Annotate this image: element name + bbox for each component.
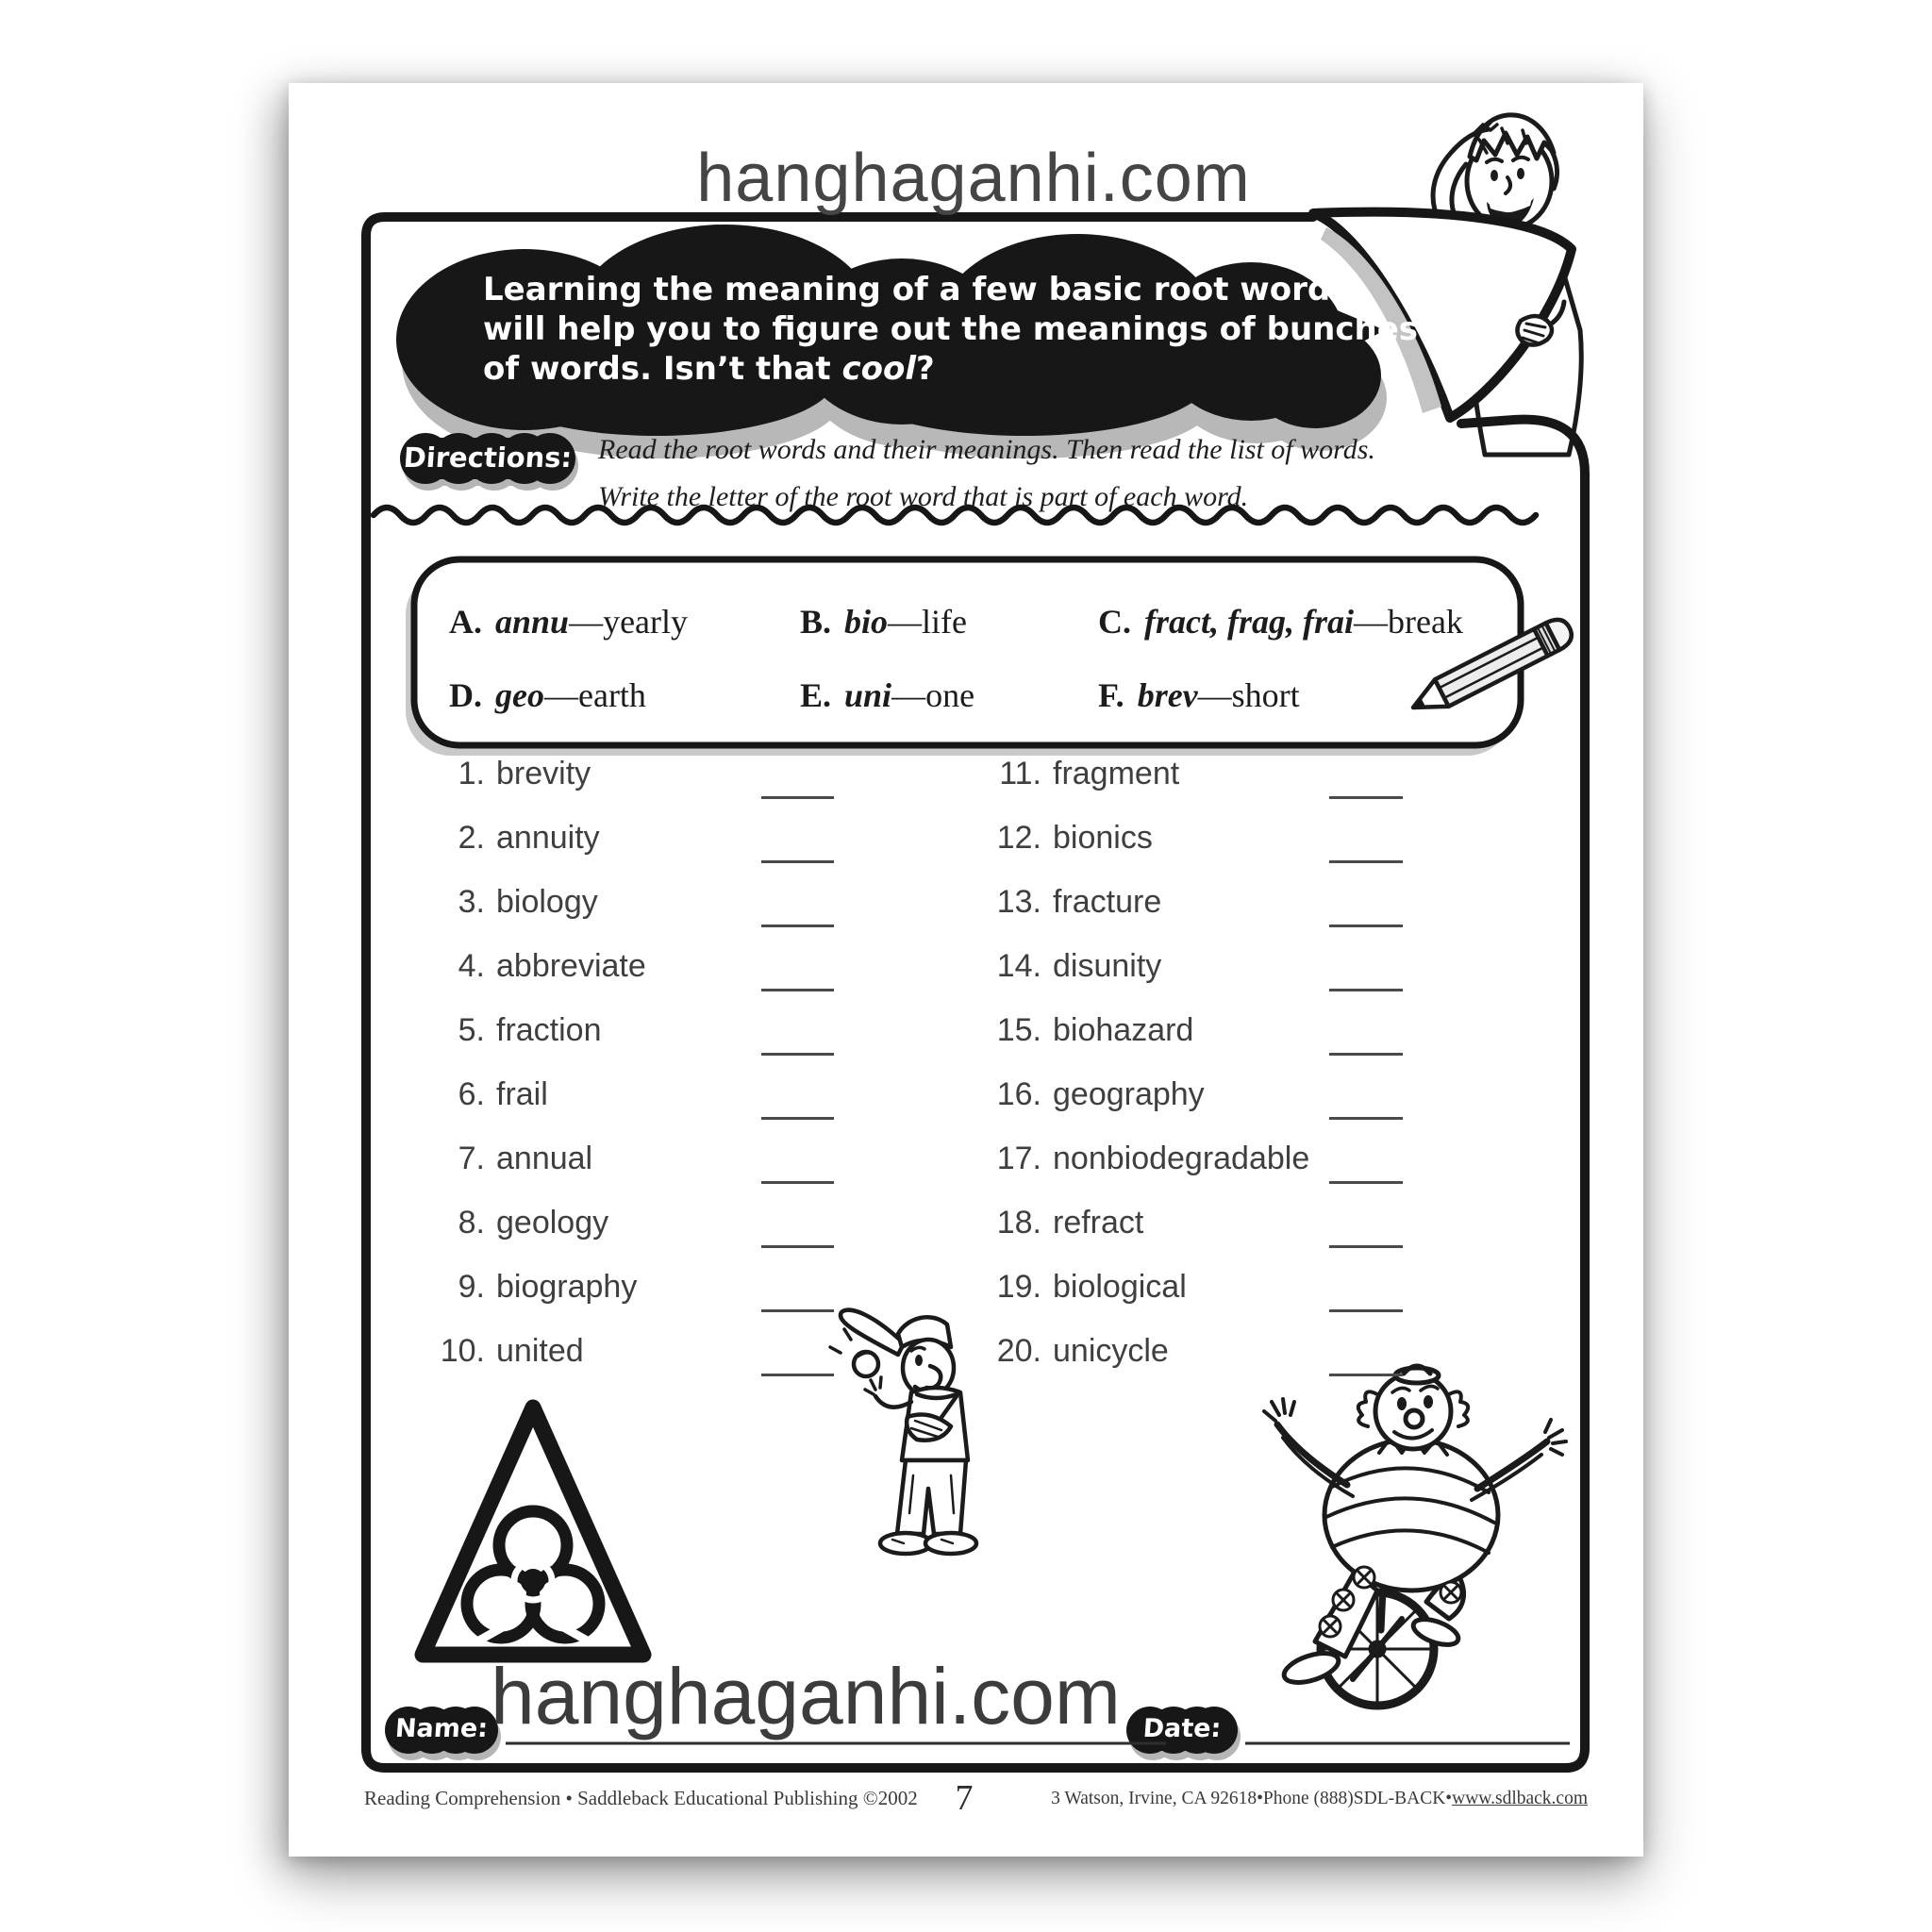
answer-blank[interactable] [761, 1374, 834, 1376]
item-number: 14. [996, 948, 1041, 984]
answer-blank[interactable] [761, 1053, 834, 1056]
item-number: 7. [458, 1141, 485, 1176]
item-word: abbreviate [496, 948, 646, 984]
item-word: geology [496, 1205, 609, 1241]
item-word: nonbiodegradable [1053, 1141, 1310, 1176]
boy-hand [1517, 316, 1552, 345]
answer-blank[interactable] [761, 989, 834, 991]
item-word: bionics [1053, 820, 1153, 856]
clown-unicycle-illustration [1264, 1366, 1566, 1706]
answer-blank[interactable] [1329, 860, 1403, 863]
list-item [972, 883, 1424, 947]
item-number: 15. [996, 1012, 1041, 1048]
answer-blank[interactable] [1329, 1181, 1403, 1184]
item-number: 6. [458, 1076, 485, 1112]
speech-bubble-line1: Learning the meaning of a few basic root words [483, 271, 1350, 308]
answer-blank[interactable] [761, 796, 834, 799]
answer-blank[interactable] [761, 1309, 834, 1312]
answer-blank[interactable] [1329, 924, 1403, 927]
list-item [426, 1140, 860, 1204]
root-entry-d: D. geo—earth [449, 676, 646, 714]
page-number: 7 [955, 1778, 974, 1818]
publisher-url-link[interactable]: www.sdlback.com [1452, 1789, 1588, 1808]
item-word: fraction [496, 1012, 602, 1048]
word-list-left [426, 755, 860, 1396]
root-entry-c: C. fract, frag, frai—break [1098, 603, 1463, 641]
item-word: refract [1053, 1205, 1144, 1241]
list-item [426, 883, 860, 947]
list-item [426, 1332, 860, 1396]
answer-blank[interactable] [1329, 1309, 1403, 1312]
item-number: 8. [458, 1205, 485, 1241]
list-item [972, 1268, 1424, 1332]
item-number: 5. [458, 1012, 485, 1048]
item-number: 2. [458, 820, 485, 856]
root-entry-e: E. uni—one [800, 676, 975, 714]
item-word: frail [496, 1076, 548, 1112]
item-word: biography [496, 1269, 638, 1305]
biohazard-icon [423, 1407, 643, 1655]
answer-blank[interactable] [1329, 1053, 1403, 1056]
item-number: 11. [999, 756, 1041, 791]
list-item [972, 1204, 1424, 1268]
footer-credit: Reading Comprehension • Saddleback Educational Publishing ©2002 [364, 1787, 918, 1809]
answer-blank[interactable] [761, 860, 834, 863]
item-word: biology [496, 884, 598, 920]
item-number: 3. [458, 884, 485, 920]
root-entry-b: B. bio—life [800, 603, 968, 641]
list-item [426, 1075, 860, 1140]
list-item [972, 755, 1424, 819]
item-word: geography [1053, 1076, 1205, 1112]
directions-label: Directions: [402, 441, 574, 474]
item-word: united [496, 1333, 584, 1369]
item-number: 1. [458, 756, 485, 791]
name-label: Name: [393, 1714, 490, 1743]
item-number: 9. [458, 1269, 485, 1305]
list-item [972, 1332, 1424, 1396]
answer-blank[interactable] [1329, 1117, 1403, 1120]
root-entry-f: F. brev—short [1098, 676, 1300, 714]
speech-bubble-line3: of words. Isn’t that cool? [483, 350, 935, 388]
list-item [972, 947, 1424, 1011]
item-number: 12. [996, 820, 1041, 856]
list-item [426, 755, 860, 819]
list-item [972, 819, 1424, 883]
answer-blank[interactable] [761, 924, 834, 927]
list-item [972, 1140, 1424, 1204]
list-item [426, 947, 860, 1011]
list-item [426, 819, 860, 883]
answer-blank[interactable] [1329, 1245, 1403, 1248]
list-item [426, 1268, 860, 1332]
worksheet-page [289, 83, 1643, 1857]
directions-line2: Write the letter of the root word that is part of each word. [598, 481, 1249, 512]
root-entry-a: A. annu—yearly [449, 603, 689, 641]
item-word: brevity [496, 756, 591, 791]
item-number: 16. [996, 1076, 1041, 1112]
item-word: disunity [1053, 948, 1162, 984]
watermark-top: hanghaganhi.com [696, 141, 1251, 216]
answer-blank[interactable] [761, 1181, 834, 1184]
item-number: 13. [996, 884, 1041, 920]
item-word: biohazard [1053, 1012, 1194, 1048]
list-item [972, 1011, 1424, 1075]
item-number: 10. [440, 1333, 485, 1369]
answer-blank[interactable] [761, 1117, 834, 1120]
answer-blank[interactable] [1329, 989, 1403, 991]
root-word-box [406, 559, 1521, 756]
item-word: annual [496, 1141, 593, 1176]
clown-nose [1406, 1410, 1423, 1427]
item-word: annuity [496, 820, 600, 856]
boy-eye-icon [1491, 170, 1498, 181]
item-word: fracture [1053, 884, 1162, 920]
list-item [426, 1204, 860, 1268]
item-number: 4. [458, 948, 485, 984]
directions-line1: Read the root words and their meanings. Then read the list of words. [598, 434, 1375, 465]
word-list-right [972, 755, 1424, 1396]
item-word: unicycle [1053, 1333, 1169, 1369]
speech-bubble-line2: will help you to figure out the meanings of bunches [483, 310, 1419, 348]
item-number: 17. [996, 1141, 1041, 1176]
footer-address: 3 Watson, Irvine, CA 92618•Phone (888)SDL-BACK•www.sdlback.com [1051, 1789, 1588, 1808]
answer-blank[interactable] [1329, 796, 1403, 799]
item-number: 19. [996, 1269, 1041, 1305]
item-word: biological [1053, 1269, 1187, 1305]
watermark-bottom: hanghaganhi.com [491, 1652, 1121, 1740]
item-word: fragment [1053, 756, 1180, 791]
answer-blank[interactable] [1329, 1374, 1403, 1376]
item-number: 20. [996, 1333, 1041, 1369]
date-label: Date: [1141, 1714, 1223, 1743]
list-item [972, 1075, 1424, 1140]
list-item [426, 1011, 860, 1075]
item-number: 18. [996, 1205, 1041, 1241]
answer-blank[interactable] [761, 1245, 834, 1248]
